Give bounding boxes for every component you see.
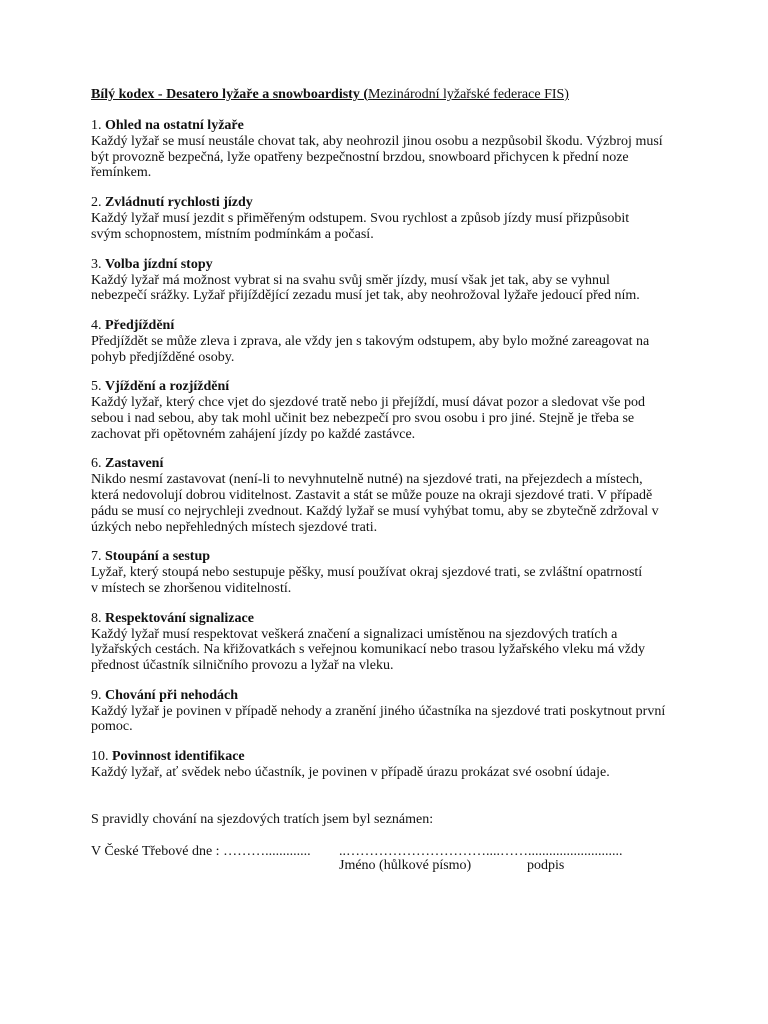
rule-body-line: úzkých nebo nepřehledných místech sjezdové trati. (91, 519, 378, 535)
confirmation-text: S pravidly chování na sjezdových tratích jsem byl seznámen: (91, 812, 434, 827)
rule-number: 7. (91, 549, 102, 565)
rule-number: 6. (91, 456, 102, 472)
rule-item (91, 318, 691, 365)
rule-body (91, 134, 691, 181)
rule-title: Chování při nehodách (105, 687, 239, 703)
rule-body (91, 273, 691, 304)
rule-number: 8. (91, 610, 102, 626)
rule-body (91, 627, 691, 674)
rule-body-line: Nikdo nesmí zastavovat (není-li to nevyhnutelně nutné) na sjezdové trati, na přejezdech a místech, (91, 472, 643, 488)
rule-body (91, 704, 691, 735)
rule-number: 1. (91, 118, 102, 133)
rule-item (91, 379, 691, 442)
rule-body-line: lyžařských cestách. Na křižovatkách s veřejnou komunikací nebo trasou lyžařského vleku má vždy (91, 642, 645, 658)
rule-heading (91, 611, 691, 627)
rule-body-line: Každý lyžař, který chce vjet do sjezdové tratě nebo ji přejíždí, musí dávat pozor a sledovat vše pod (91, 395, 645, 411)
rule-heading (91, 456, 691, 472)
rule-number: 10. (91, 749, 109, 765)
rule-body-line: být provozně bezpečná, lyže opatřeny bezpečnostní brzdou, snowboard přichycen k přední noze (91, 149, 629, 165)
rule-item (91, 118, 691, 181)
rule-heading (91, 549, 691, 565)
rule-heading (91, 379, 691, 395)
rule-title: Ohled na ostatní lyžaře (105, 118, 244, 133)
rule-title: Předjíždění (105, 317, 175, 333)
rule-title: Povinnost identifikace (112, 749, 245, 765)
rule-body-line: svým schopnostem, místním podmínkám a počasí. (91, 226, 374, 242)
document-page (91, 87, 691, 795)
rule-body-line: Každý lyžař, ať svědek nebo účastník, je povinen v případě úrazu prokázat své osobní údaje. (91, 765, 610, 781)
name-label: Jméno (hůlkové písmo) (339, 858, 472, 873)
rule-body-line: která nedovolují dobrou viditelnost. Zastavit a stát se může pouze na okraji sjezdové trati. V případě (91, 488, 653, 504)
rule-body-line: přednost účastník silničního provozu a lyžař na vleku. (91, 658, 394, 674)
rule-heading (91, 318, 691, 334)
rule-number: 3. (91, 256, 102, 272)
rule-title: Zastavení (105, 456, 164, 472)
rule-heading (91, 749, 691, 765)
rule-body-line: pomoc. (91, 719, 133, 735)
rule-title: Vjíždění a rozjíždění (105, 379, 230, 395)
rule-body (91, 395, 691, 442)
rule-body (91, 472, 691, 535)
rule-body-line: sebou i nad sebou, aby tak mohl učinit bez nebezpečí pro svou osobu i pro jiné. Stejně je třeba se (91, 411, 635, 427)
name-signature-fill-line: ..…………………………....……........................... (339, 844, 623, 859)
rule-title: Respektování signalizace (105, 610, 254, 626)
rule-heading (91, 195, 691, 211)
place-date-line: V České Třebové dne : ………............. (91, 844, 311, 859)
rule-number: 4. (91, 317, 102, 333)
rule-item (91, 611, 691, 674)
rule-item (91, 456, 691, 535)
rule-item (91, 195, 691, 242)
rule-body-line: pohyb předjížděné osoby. (91, 349, 235, 365)
rule-body-line: pádu se musí co nejrychleji zvednout. Každý lyžař se musí vyhýbat tomu, aby se zbytečně zdržoval v (91, 503, 659, 519)
rule-title: Volba jízdní stopy (105, 256, 213, 272)
rule-number: 9. (91, 687, 102, 703)
rule-title: Zvládnutí rychlosti jízdy (105, 195, 253, 211)
rule-body-line: nebezpečí srážky. Lyžař přijíždějící zezadu musí jet tak, aby neohrožoval lyžaře jedoucí před ním. (91, 288, 640, 304)
rule-body-line: Lyžař, který stoupá nebo sestupuje pěšky, musí používat okraj sjezdové trati, se zvláštní opatrností (91, 565, 643, 581)
title-subtitle: Mezinárodní lyžařské federace FIS) (368, 87, 569, 102)
title-main: Bílý kodex - Desatero lyžaře a snowboardisty ( (91, 87, 368, 102)
rule-heading (91, 257, 691, 273)
rule-heading (91, 118, 691, 134)
rules-list (91, 118, 691, 781)
rule-body-line: Každý lyžař je povinen v případě nehody a zranění jiného účastníka na sjezdové trati poskytnout první (91, 703, 666, 719)
rule-heading (91, 688, 691, 704)
rule-body-line: zachovat při opětovném zahájení jízdy po každé zastávce. (91, 426, 416, 442)
signature-label: podpis (527, 858, 565, 873)
rule-item (91, 549, 691, 596)
rule-item (91, 749, 691, 781)
rule-item (91, 688, 691, 735)
rule-number: 2. (91, 195, 102, 211)
rule-body-line: řemínkem. (91, 165, 152, 181)
rule-body-line: Každý lyžař musí respektovat veškerá značení a signalizaci umístěnou na sjezdových tratích a (91, 626, 618, 642)
rule-body-line: Předjíždět se může zleva i zprava, ale vždy jen s takovým odstupem, aby bylo možné zareagovat na (91, 333, 650, 349)
rule-body (91, 334, 691, 365)
rule-body-line: v místech se zhoršenou viditelností. (91, 580, 292, 596)
rule-body-line: Každý lyžař musí jezdit s přiměřeným odstupem. Svou rychlost a způsob jízdy musí přizpůsobit (91, 211, 630, 227)
rule-body-line: Každý lyžař se musí neustále chovat tak, aby neohrozil jinou osobu a nezpůsobil škodu. Výzbroj musí (91, 134, 663, 149)
document-title (91, 87, 691, 103)
rule-body (91, 565, 691, 596)
rule-title: Stoupání a sestup (105, 549, 211, 565)
rule-number: 5. (91, 379, 102, 395)
rule-body-line: Každý lyžař má možnost vybrat si na svahu svůj směr jízdy, musí však jet tak, aby se vyhnul (91, 272, 610, 288)
rule-body (91, 765, 691, 781)
rule-body (91, 211, 691, 242)
rule-item (91, 257, 691, 304)
